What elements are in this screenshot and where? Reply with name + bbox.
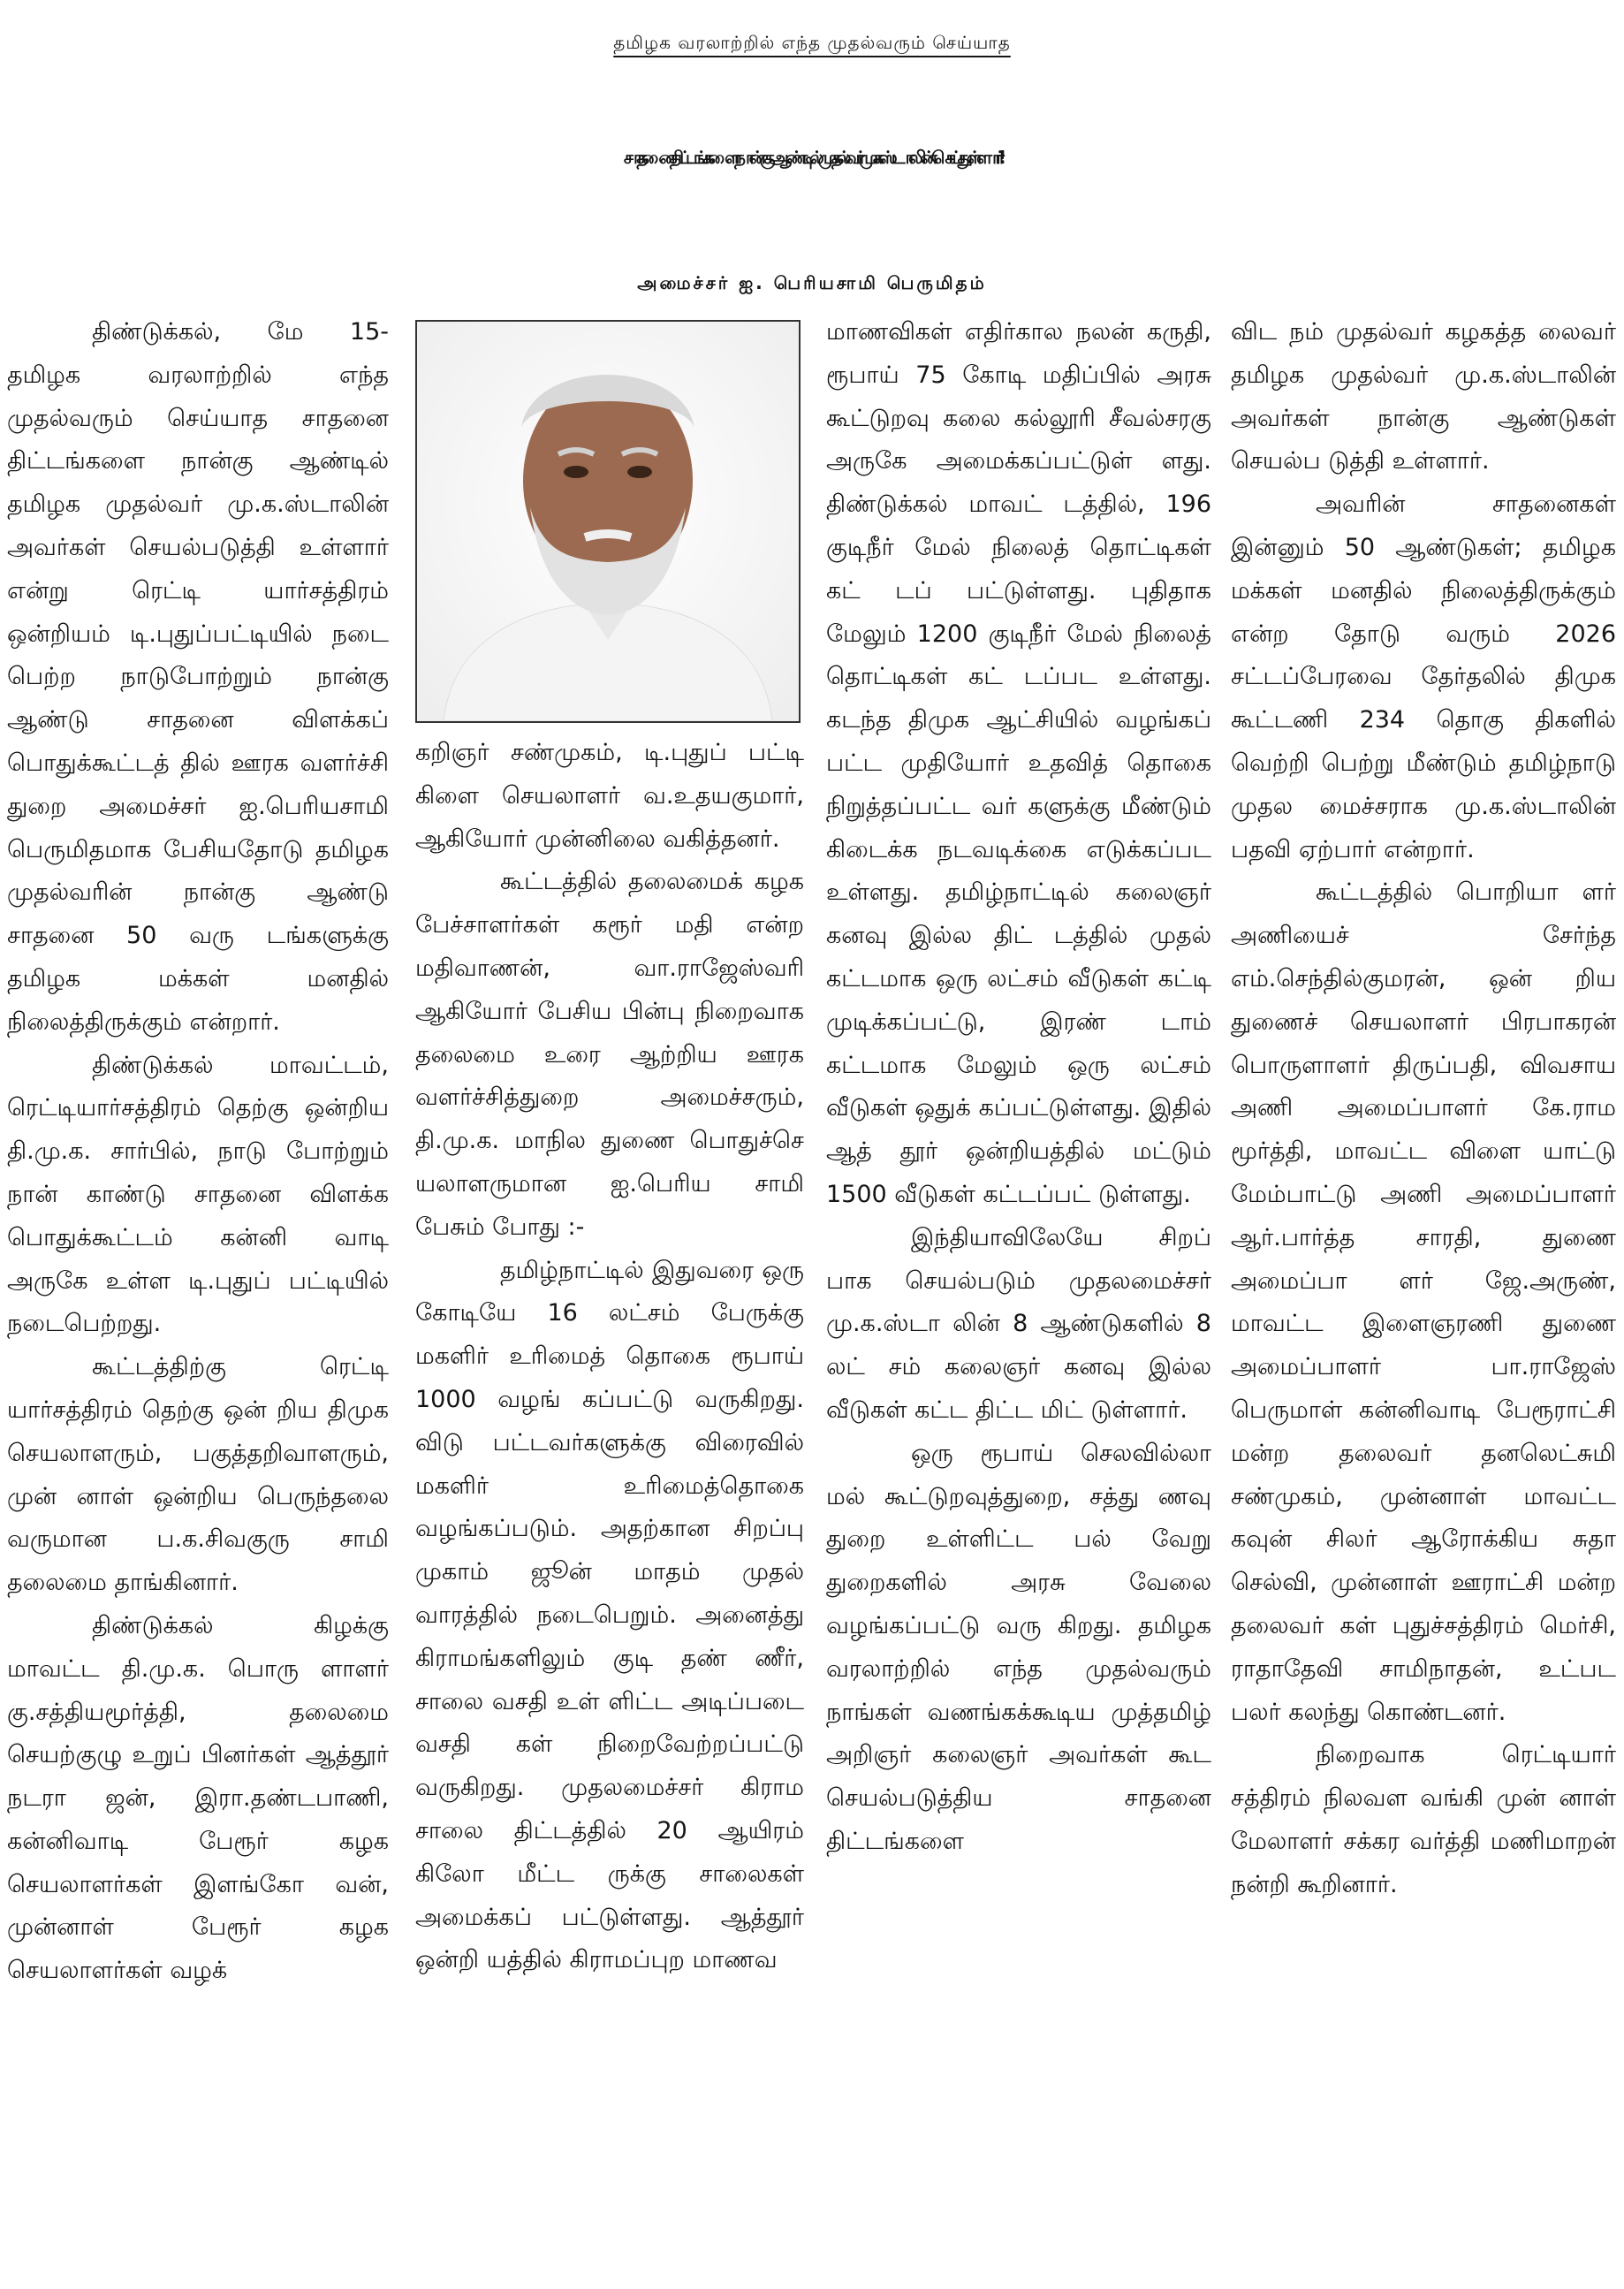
article-paragraph: அவரின் சாதனைகள் இன்னும் 50 ஆண்டுகள்; தமிழக மக்கள் மனதில் நிலைத்திருக்கும் என்ற தோடு வரும் 2026 சட்டப்பேரவை தேர்தலில் திமுக கூட்டணி 234 தொகு திகளில் வெற்றி பெற்று மீண்டும் தமிழ்நாடு முதல மைச்சராக மு.க.ஸ்டாலின் பதவி ஏற்பார் என்றார். bbox=[1231, 490, 1616, 863]
article-paragraph: திண்டுக்கல் மாவட்டம், ரெட்டியார்சத்திரம் தெற்கு ஒன்றிய தி.மு.க. சார்பில், நாடு போற்றும் நான் காண்டு சாதனை விளக்க பொதுக்கூட்டம் கன்னி வாடி அருகே உள்ள டி.புதுப் பட்டியில் நடைபெற்றது. bbox=[7, 1051, 389, 1338]
article-paragraph: கறிஞர் சண்முகம், டி.புதுப் பட்டி கிளை செயலாளர் வ.உதயகுமார், ஆகியோர் முன்னிலை வகித்தனர். bbox=[415, 739, 804, 853]
article-subheadline: அமைச்சர் ஐ. பெரியசாமி பெருமிதம் bbox=[637, 272, 987, 293]
article-paragraph: தமிழ்நாட்டில் இதுவரை ஒரு கோடியே 16 லட்சம் பேருக்கு மகளிர் உரிமைத் தொகை ரூபாய் 1000 வழங் கப்பட்டு வருகிறது. விடு பட்டவர்களுக்கு விரைவில் மகளிர் உரிமைத்தொகை வழங்கப்படும். அதற்கான சிறப்பு முகாம் ஜூன் மாதம் முதல் வாரத்தில் நடைபெறும். அனைத்து கிராமங்களிலும் குடி தண் ணீர், சாலை வசதி உள் ளிட்ட அடிப்படை வசதி கள் நிறைவேற்றப்பட்டு வருகிறது. முதலமைச்சர் கிராம சாலை திட்டத்தில் 20 ஆயிரம் கிலோ மீட்ட ருக்கு சாலைகள் அமைக்கப் பட்டுள்ளது. ஆத்தூர் ஒன்றி யத்தில் கிராமப்புற மாணவ bbox=[415, 1256, 804, 1974]
article-headline: சாதனை திட்டங்களை நான்கு ஆண்டில் முதல்வர் மு.க.ஸ்டாலின் செய்துள்ளார்! bbox=[623, 147, 1001, 168]
article-paragraph: ஒரு ரூபாய் செலவில்லா மல் கூட்டுறவுத்துறை, சத்து ணவு துறை உள்ளிட்ட பல் வேறு துறைகளில் அரசு வேலை வழங்கப்பட்டு வரு கிறது. தமிழக வரலாற்றில் எந்த முதல்வரும் நாங்கள் வணங்கக்கூடிய முத்தமிழ் அறிஞர் கலைஞர் அவர்கள் கூட செயல்படுத்திய சாதனை திட்டங்களை bbox=[826, 1439, 1211, 1855]
article-paragraph: இந்தியாவிலேயே சிறப் பாக செயல்படும் முதலமைச்சர் மு.க.ஸ்டா லின் 8 ஆண்டுகளில் 8 லட் சம் கலைஞர் கனவு இல்ல வீடுகள் கட்ட திட்ட மிட் டுள்ளார். bbox=[826, 1223, 1211, 1424]
article-paragraph: கூட்டத்தில் பொறியா ளர் அணியைச் சேர்ந்த எம்.செந்தில்குமரன், ஒன் றிய துணைச் செயலாளர் பிரபாகரன் பொருளாளர் திருப்பதி, விவசாய அணி அமைப்பாளர் கே.ராம மூர்த்தி, மாவட்ட விளை யாட்டு மேம்பாட்டு அணி அமைப்பாளர் ஆர்.பார்த்த சாரதி, துணை அமைப்பா ளர் ஜே.அருண், மாவட்ட இளைஞரணி துணை அமைப்பாளர் பா.ராஜேஸ் பெருமாள் கன்னிவாடி பேரூராட்சி மன்ற தலைவர் தனலெட்சுமி சண்முகம், முன்னாள் மாவட்ட கவுன் சிலர் ஆரோக்கிய சுதா செல்வி, முன்னாள் ஊராட்சி மன்ற தலைவர் கள் புதுச்சத்திரம் மெர்சி, ராதாதேவி சாமிநாதன், உட்பட பலர் கலந்து கொண்டனர். bbox=[1231, 878, 1616, 1726]
article-paragraph: திண்டுக்கல் கிழக்கு மாவட்ட தி.மு.க. பொரு ளாளர் கு.சத்தியமூர்த்தி, தலைமை செயற்குழு உறுப் பினர்கள் ஆத்தூர் நடரா ஜன், இரா.தண்டபாணி, கன்னிவாடி பேரூர் கழக செயலாளர்கள் இளங்கோ வன், முன்னாள் பேரூர் கழக செயலாளர்கள் வழக் bbox=[7, 1611, 389, 1985]
article-paragraph: மாணவிகள் எதிர்கால நலன் கருதி, ரூபாய் 75 கோடி மதிப்பில் அரசு கூட்டுறவு கலை கல்லூரி சீவல்சரகு அருகே அமைக்கப்பட்டுள் ளது. திண்டுக்கல் மாவட் டத்தில், 196 குடிநீர் மேல் நிலைத் தொட்டிகள் கட் டப் பட்டுள்ளது. புதிதாக மேலும் 1200 குடிநீர் மேல் நிலைத் தொட்டிகள் கட் டப்பட உள்ளது. கடந்த திமுக ஆட்சியில் வழங்கப் பட்ட முதியோர் உதவித் தொகை நிறுத்தப்பட்ட வர் களுக்கு மீண்டும் கிடைக்க நடவடிக்கை எடுக்கப்பட உள்ளது. தமிழ்நாட்டில் கலைஞர் கனவு இல்ல திட் டத்தில் முதல் கட்டமாக ஒரு லட்சம் வீடுகள் கட்டி முடிக்கப்பட்டு, இரண் டாம் கட்டமாக மேலும் ஒரு லட்சம் வீடுகள் ஒதுக் கப்பட்டுள்ளது. இதில் ஆத் தூர் ஒன்றியத்தில் மட்டும் 1500 வீடுகள் கட்டப்பட் டுள்ளது. bbox=[826, 318, 1211, 1208]
article-paragraph: திண்டுக்கல், மே 15- தமிழக வரலாற்றில் எந்த முதல்வரும் செய்யாத சாதனை திட்டங்களை நான்கு ஆண்டில் தமிழக முதல்வர் மு.க.ஸ்டாலின் அவர்கள் செயல்படுத்தி உள்ளார் என்று ரெட்டி யார்சத்திரம் ஒன்றியம் டி.புதுப்பட்டியில் நடை பெற்ற நாடுபோற்றும் நான்கு ஆண்டு சாதனை விளக்கப் பொதுக்கூட்டத் தில் ஊரக வளர்ச்சி துறை அமைச்சர் ஐ.பெரியசாமி பெருமிதமாக பேசியதோடு தமிழக முதல்வரின் நான்கு ஆண்டு சாதனை 50 வரு டங்களுக்கு தமிழக மக்கள் மனதில் நிலைத்திருக்கும் என்றார். bbox=[7, 318, 389, 1036]
article-paragraph: விட நம் முதல்வர் கழகத்த லைவர் தமிழக முதல்வர் மு.க.ஸ்டாலின் அவர்கள் நான்கு ஆண்டுகள் செயல்ப டுத்தி உள்ளார். bbox=[1231, 318, 1616, 475]
article-column-1 bbox=[7, 311, 389, 2289]
article-column-3 bbox=[826, 311, 1211, 2289]
article-paragraph: கூட்டத்தில் தலைமைக் கழக பேச்சாளர்கள் கரூர் மதி என்ற மதிவாணன், வா.ராஜேஸ்வரி ஆகியோர் பேசிய பின்பு நிறைவாக தலைமை உரை ஆற்றிய ஊரக வளர்ச்சித்துறை அமைச்சரும், தி.மு.க. மாநில துணை பொதுச்செ யலாளருமான ஐ.பெரிய சாமி பேசும் போது :- bbox=[415, 868, 804, 1241]
article-kicker: தமிழக வரலாற்றில் எந்த முதல்வரும் செய்யாத bbox=[613, 32, 1011, 53]
article-column-4 bbox=[1231, 311, 1616, 2289]
portrait-image bbox=[417, 322, 799, 721]
minister-photo bbox=[415, 320, 801, 723]
article-paragraph: நிறைவாக ரெட்டியார் சத்திரம் நிலவள வங்கி முன் னாள் மேலாளர் சக்கர வர்த்தி மணிமாறன் நன்றி கூறினார். bbox=[1231, 1741, 1616, 1898]
article-column-2 bbox=[415, 732, 804, 2289]
article-paragraph: கூட்டத்திற்கு ரெட்டி யார்சத்திரம் தெற்கு ஒன் றிய திமுக செயலாளரும், பகுத்தறிவாளரும், முன் னாள் ஒன்றிய பெருந்தலை வருமான ப.க.சிவகுரு சாமி தலைமை தாங்கினார். bbox=[7, 1353, 389, 1597]
